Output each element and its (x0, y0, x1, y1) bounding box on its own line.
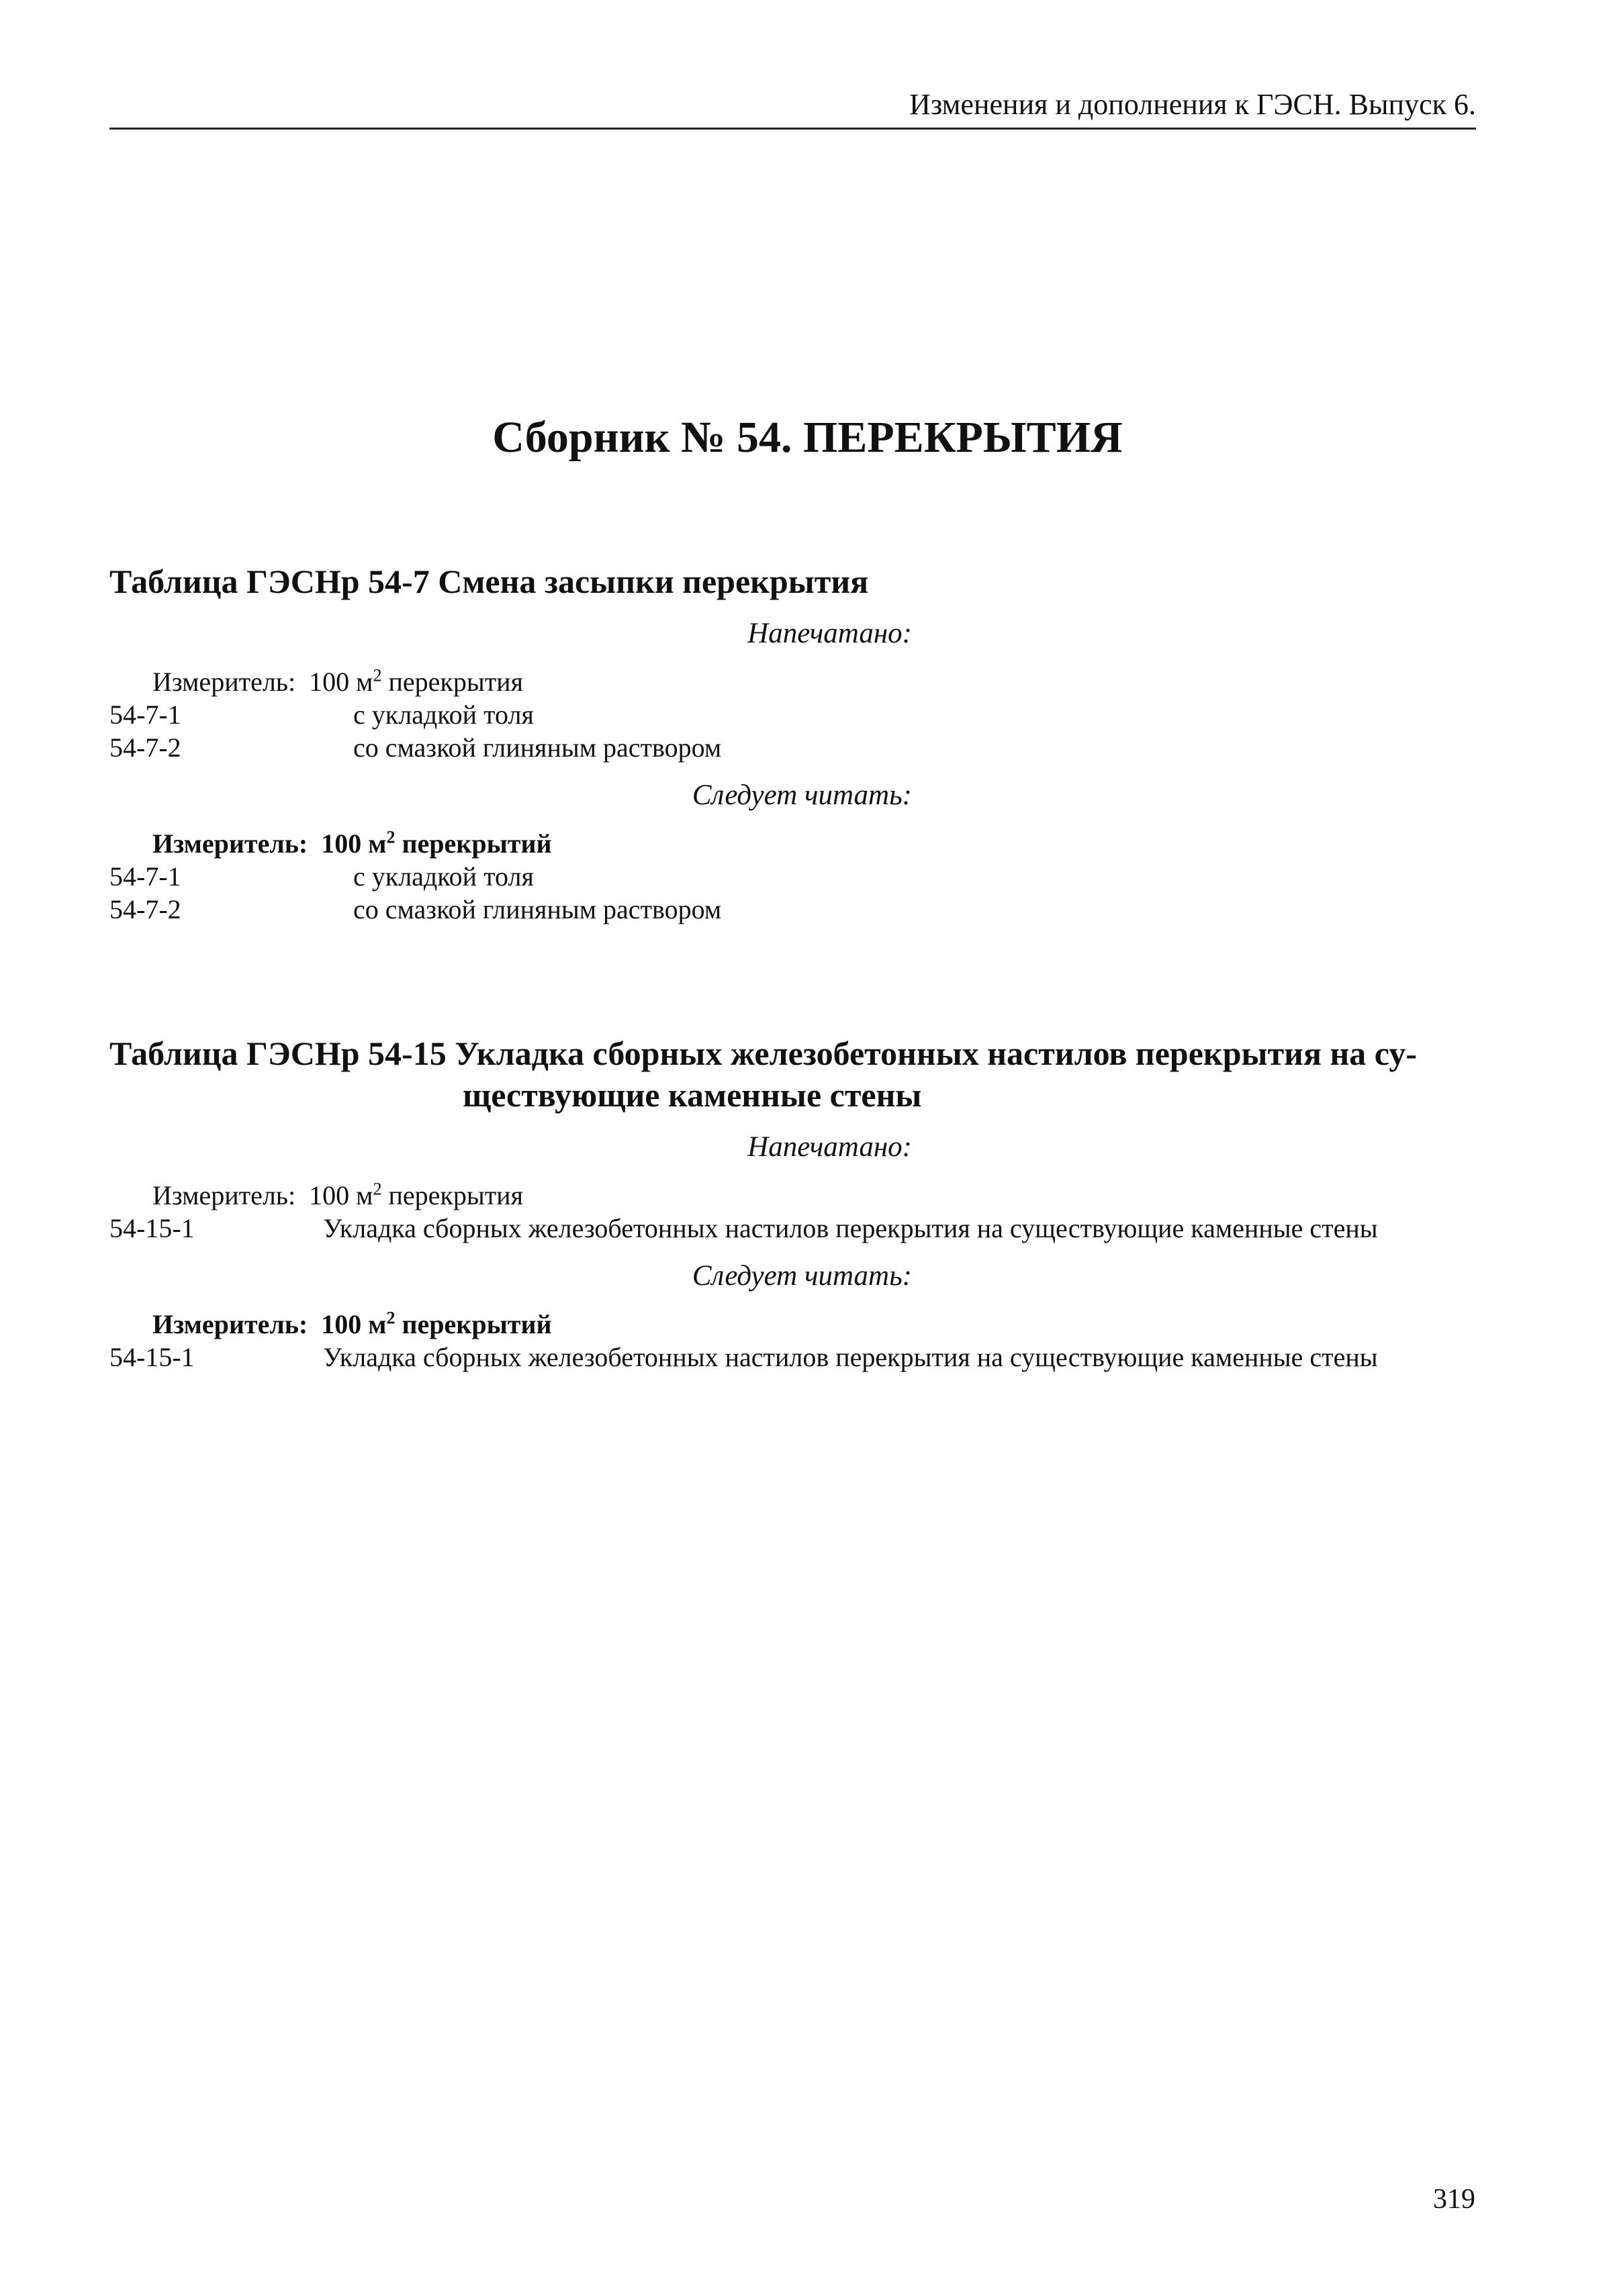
meter-label: Измеритель: (152, 1309, 308, 1339)
row-text: с укладкой толя (353, 861, 534, 892)
corrected-meter-row (109, 1308, 1503, 1341)
printed-caption: Напечатано: (747, 618, 912, 649)
row-text: Укладка сборных железобетонных настилов перекрытия на существующие каменные стены (323, 1213, 1378, 1243)
row-text: Укладка сборных железобетонных настилов перекрытия на существующие каменные стены (323, 1342, 1378, 1372)
corrected-row (109, 860, 1503, 893)
printed-meter-row (109, 1179, 1503, 1212)
printed-caption: Напечатано: (747, 1131, 912, 1163)
corrected-row (109, 1341, 1503, 1374)
corrected-caption: Следует читать: (692, 779, 912, 811)
meter-exponent: 2 (373, 665, 382, 685)
table-title-text: Укладка сборных железобетонных настилов перекрытия на су- (455, 1035, 1417, 1072)
table-title (109, 1033, 1503, 1116)
running-header: Изменения и дополнения к ГЭСН. Выпуск 6. (109, 86, 1476, 130)
corrected-row (109, 893, 1503, 926)
meter-value: 100 м (309, 667, 373, 697)
meter-value: 100 м (321, 1309, 387, 1339)
table-title-continuation: ществующие каменные стены (463, 1076, 922, 1114)
meter-unit: перекрытий (402, 1309, 552, 1339)
meter-label: Измеритель: (152, 828, 308, 859)
printed-row (109, 731, 1503, 764)
table-title-text: Смена засыпки перекрытия (438, 563, 869, 600)
meter-unit: перекрытия (388, 667, 523, 697)
meter-label: Измеритель: (152, 667, 296, 697)
row-code: 54-15-1 (109, 1342, 195, 1372)
meter-unit: перекрытия (388, 1180, 523, 1210)
printed-row (109, 698, 1503, 731)
row-code: 54-15-1 (109, 1213, 195, 1243)
corrected-caption: Следует читать: (692, 1260, 912, 1292)
meter-exponent: 2 (386, 1308, 396, 1328)
meter-exponent: 2 (386, 827, 396, 847)
row-code: 54-7-2 (109, 732, 181, 763)
row-text: с укладкой толя (353, 700, 534, 730)
page-number: 319 (1433, 2184, 1475, 2215)
row-code: 54-7-1 (109, 861, 181, 892)
table-title-prefix: Таблица ГЭСНр 54-7 (109, 563, 430, 600)
table-section-54-7 (109, 561, 1503, 926)
printed-meter-row (109, 665, 1503, 698)
table-title-prefix: Таблица ГЭСНр 54-15 (109, 1035, 447, 1072)
row-code: 54-7-1 (109, 700, 181, 730)
collection-title: Сборник № 54. ПЕРЕКРЫТИЯ (492, 413, 1123, 462)
corrected-meter-row (109, 827, 1503, 860)
meter-exponent: 2 (373, 1179, 382, 1199)
meter-value: 100 м (321, 828, 387, 859)
printed-row (109, 1212, 1503, 1245)
meter-value: 100 м (309, 1180, 373, 1210)
meter-label: Измеритель: (152, 1180, 296, 1210)
table-section-54-15 (109, 1033, 1503, 1374)
row-text: со смазкой глиняным раствором (353, 894, 722, 924)
row-code: 54-7-2 (109, 894, 181, 924)
table-title (109, 561, 1503, 602)
row-text: со смазкой глиняным раствором (353, 732, 722, 763)
meter-unit: перекрытий (402, 828, 552, 859)
